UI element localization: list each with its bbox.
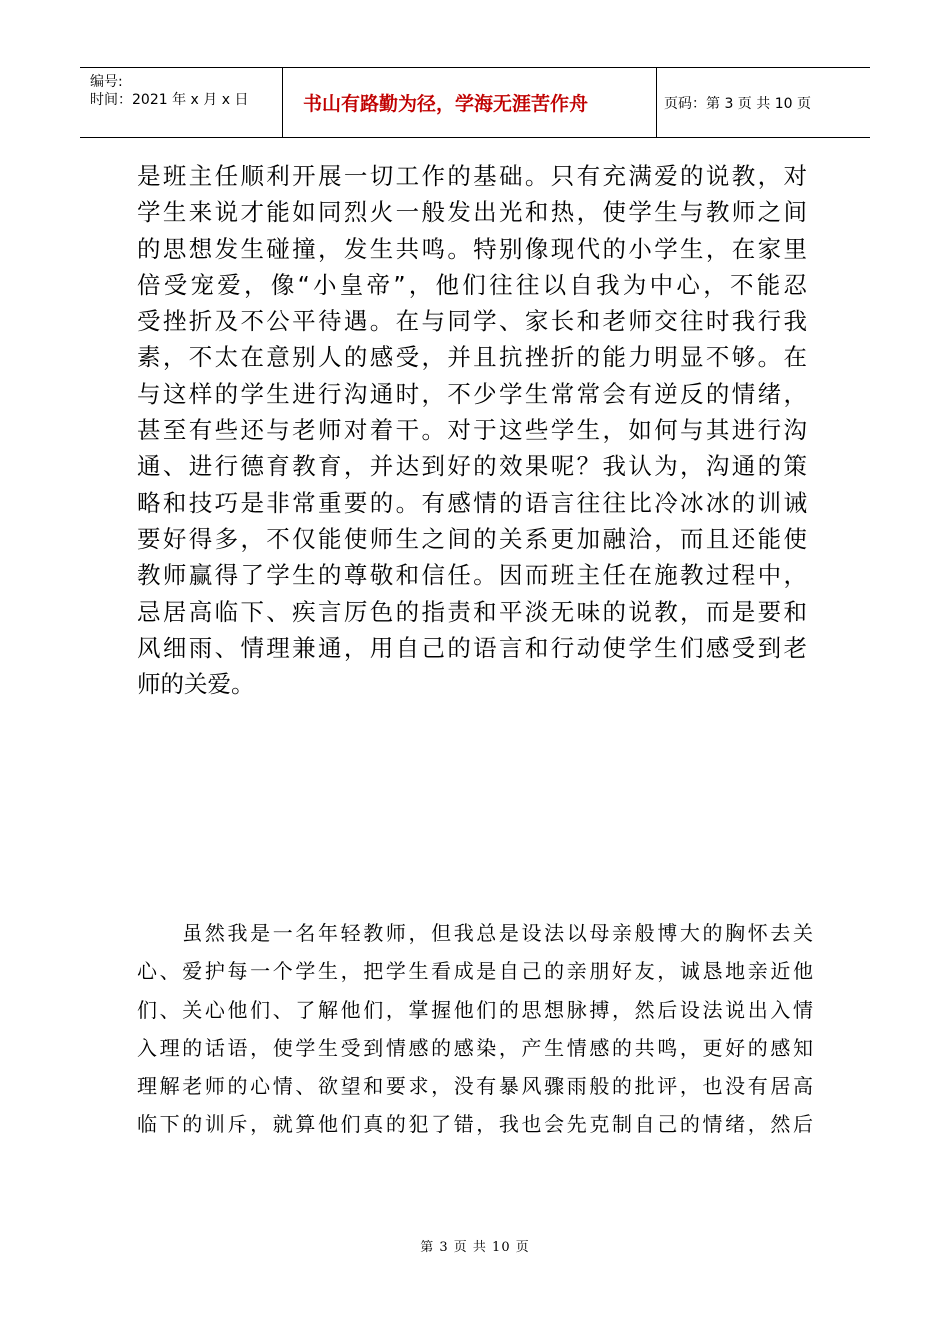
text-line: 与这样的学生进行沟通时，不少学生常常会有逆反的情绪，	[137, 379, 807, 408]
text-line: 学生来说才能如同烈火一般发出光和热，使学生与教师之间	[137, 198, 807, 227]
text-line: 临下的训斥，就算他们真的犯了错，我也会先克制自己的情绪，然后	[137, 1112, 813, 1137]
text-line: 们、关心他们、了解他们，掌握他们的思想脉搏，然后设法说出入情	[137, 997, 813, 1022]
text-line: 教师赢得了学生的尊敬和信任。因而班主任在施教过程中，	[137, 561, 807, 590]
text-line: 略和技巧是非常重要的。有感情的语言往往比冷冰冰的训诫	[137, 488, 807, 517]
body-paragraph-2	[137, 914, 813, 1144]
page-footer	[0, 1236, 950, 1255]
body-paragraph-1	[137, 158, 807, 702]
text-line: 风细雨、情理兼通，用自己的语言和行动使学生们感受到老	[137, 633, 807, 662]
text-line: 虽然我是一名年轻教师，但我总是设法以母亲般博大的胸怀去关	[137, 921, 813, 945]
header-motto: 书山有路勤为径，学海无涯苦作舟	[303, 93, 589, 115]
header-page-cell	[657, 68, 870, 137]
text-line: 甚至有些还与老师对着干。对于这些学生，如何与其进行沟	[137, 416, 807, 445]
document-date: 时间：2021 年 x 月 x 日	[90, 92, 249, 108]
header-meta-cell	[80, 68, 283, 137]
text-line: 倍受宠爱，像“小皇帝”，他们往往以自我为中心，不能忍	[137, 270, 807, 299]
text-line: 师的关爱。	[137, 670, 255, 699]
text-line: 受挫折及不公平待遇。在与同学、家长和老师交往时我行我	[137, 307, 807, 336]
text-line: 心、爱护每一个学生，把学生看成是自己的亲朋好友，诚恳地亲近他	[137, 959, 813, 984]
header-page-info: 页码：第 3 页 共 10 页	[664, 95, 811, 112]
document-number-label: 编号:	[90, 74, 123, 90]
header-motto-cell	[283, 68, 657, 137]
text-line: 要好得多，不仅能使师生之间的关系更加融洽，而且还能使	[137, 524, 807, 553]
text-line: 忌居高临下、疾言厉色的指责和平淡无味的说教，而是要和	[137, 597, 807, 626]
document-header	[80, 67, 870, 138]
text-line: 的思想发生碰撞，发生共鸣。特别像现代的小学生，在家里	[137, 234, 807, 263]
text-line: 入理的话语，使学生受到情感的感染，产生情感的共鸣，更好的感知	[137, 1035, 813, 1060]
text-line: 通、进行德育教育，并达到好的效果呢？我认为，沟通的策	[137, 452, 807, 481]
text-line: 素，不太在意别人的感受，并且抗挫折的能力明显不够。在	[137, 343, 807, 372]
footer-page-number: 第 3 页 共 10 页	[420, 1240, 530, 1255]
text-line: 理解老师的心情、欲望和要求，没有暴风骤雨般的批评，也没有居高	[137, 1074, 813, 1099]
text-line: 是班主任顺利开展一切工作的基础。只有充满爱的说教，对	[137, 162, 807, 190]
